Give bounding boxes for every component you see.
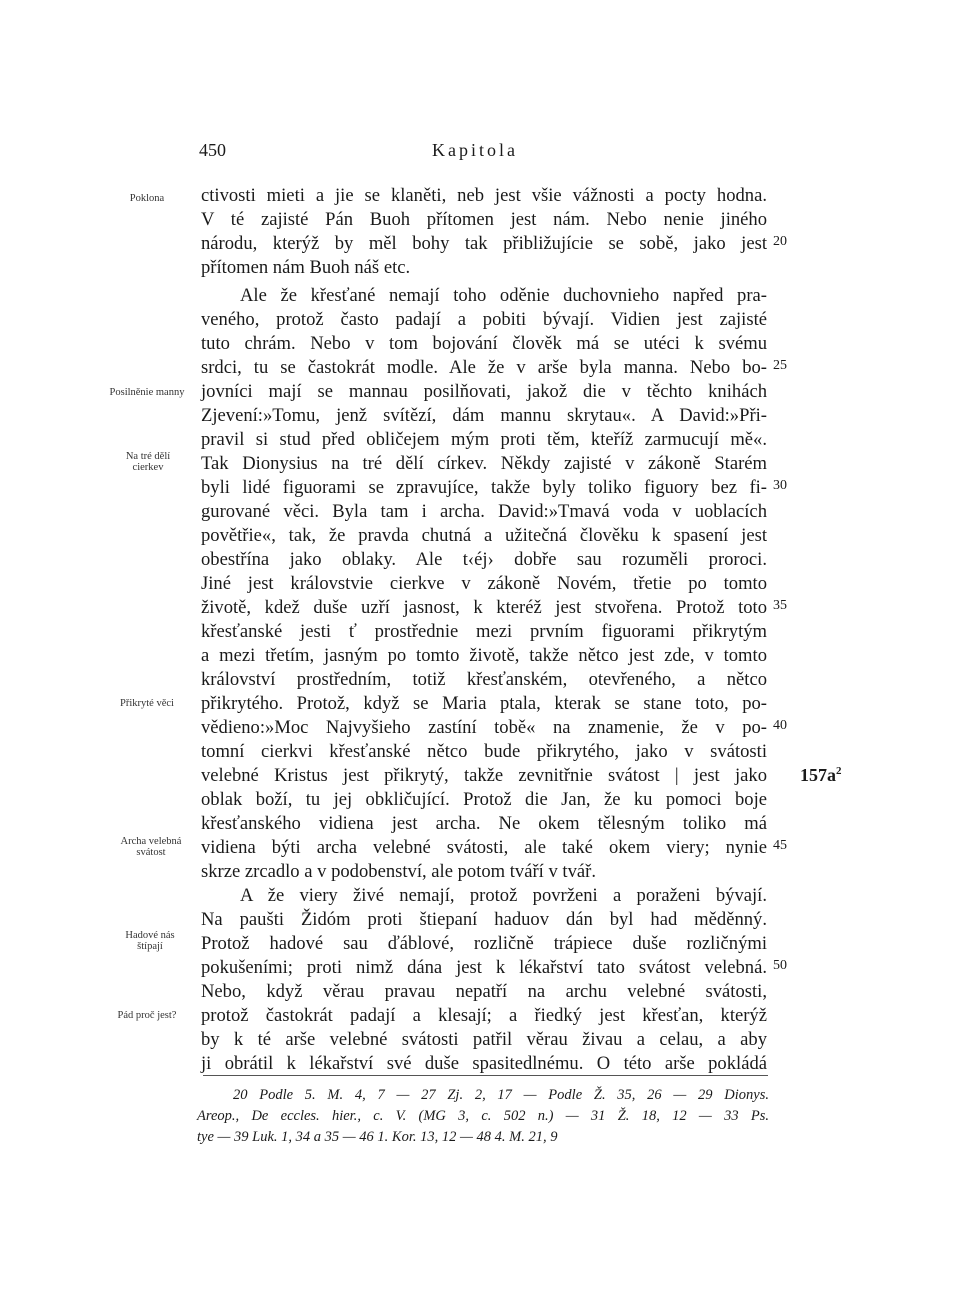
marginal-gloss: Na tré dělí cierkev — [125, 451, 171, 473]
line-number: 25 — [773, 358, 787, 373]
text-line: pokušeními; proti nimž dána jest k lékařství tato svátost velebná. — [201, 957, 767, 978]
text-line: skrze zrcadlo a v podobenství, ale potom tváří v tvář. — [201, 861, 596, 882]
marginal-gloss: Hadové nás štípají — [125, 930, 175, 952]
text-line: Tak Dionysius na tré dělí církev. Někdy zajisté v zákoně Starém — [201, 453, 767, 474]
folio-sup: 2 — [836, 765, 842, 777]
text-line: tomní cierkvi křesťanské nětco bude přikrytého, jako v svátosti — [201, 741, 767, 762]
text-line: ctivosti mieti a jie se klaněti, neb jest všie vážnosti a pocty hodna. — [201, 185, 767, 206]
folio-main: 157a — [800, 765, 836, 785]
text-line: ji obrátil k lékařství své duše spasitedlnému. O této arše pokládá — [201, 1053, 767, 1074]
text-line: povětřie«, tak, že pravda chutná a užitečná člověku k spasení jest — [201, 525, 767, 546]
text-line: přikrytého. Protož, když se Maria ptala, kterak se stane toto, po- — [201, 693, 767, 714]
page-number: 450 — [199, 140, 226, 160]
text-line: království prostředním, totiž křesťanském, otevřeného, a nětco — [201, 669, 767, 690]
running-title: Kapitola — [432, 140, 518, 160]
text-line: vidiena býti archa velebné svátosti, ale také okem viery; nynie — [201, 837, 767, 858]
marginal-gloss: Archa velebná svátost — [120, 836, 182, 858]
line-number: 40 — [773, 718, 787, 733]
text-line: obestřína jako oblaky. Ale t‹éj› dobře sau rozuměli proroci. — [201, 549, 767, 570]
text-line: Nebo, když věrau pravau nepatří na archu velebné svátosti, — [201, 981, 767, 1002]
text-line: národu, kterýž by měl bohy tak přibližujície se sobě, jako jest — [201, 233, 767, 254]
text-line: Zjevení:»Tomu, jenž svítězí, dám mannu skrytau«. A David:»Při- — [201, 405, 767, 426]
line-number: 30 — [773, 478, 787, 493]
marginal-gloss: Poklona — [129, 193, 165, 204]
text-line: Jiné jest královstvie cierkve v zákoně Novém, třetie po tomto — [201, 573, 767, 594]
line-number: 45 — [773, 838, 787, 853]
folio-mark — [800, 765, 842, 786]
text-line: protož častokrát padají a klesají; a řiedký jest křesťan, kterýž — [201, 1005, 767, 1026]
footnote-line: Areop., De eccles. hier., c. V. (MG 3, c. 502 n.) — 31 Ž. 18, 12 — 33 Ps. — [197, 1108, 769, 1124]
marginal-gloss: Pád proč jest? — [117, 1010, 177, 1021]
text-line: gurované věci. Byla tam i archa. David:»Tmavá voda v uoblacích — [201, 501, 767, 522]
text-line: křesťanského vidiena jest archa. Ne okem tělesným toliko má — [201, 813, 767, 834]
text-line: tuto chrám. Nebo v tom bojování člověk má se utéci k svému — [201, 333, 767, 354]
text-line: vědieno:»Moc Najvyšieho zastíní tobě« na znamenie, že v po- — [201, 717, 767, 738]
text-line: a mezi třetím, jasným po tomto životě, takže nětco jest zde, v tomto — [201, 645, 767, 666]
line-number: 35 — [773, 598, 787, 613]
text-line: křesťanské jesti ť prostřednie mezi prvním figuorami přikrytým — [201, 621, 767, 642]
text-line: byli lidé figuorami se zpravujíce, takže byly toliko figuory bez fi- — [201, 477, 767, 498]
text-line: pravil si stud před obličejem mým proti těm, kteříž zarmucují mě«. — [201, 429, 767, 450]
text-line: A že viery živé nemají, protož povrženi a poraženi bývají. — [240, 885, 767, 906]
text-line: V té zajisté Pán Buoh přítomen jest nám. Nebo nenie jiného — [201, 209, 767, 230]
footnote-line: tye — 39 Luk. 1, 34 a 35 — 46 1. Kor. 13, 12 — 48 4. M. 21, 9 — [197, 1129, 558, 1145]
marginal-gloss: Přikryté věci — [120, 698, 174, 709]
footnote-line: 20 Podle 5. M. 4, 7 — 27 Zj. 2, 17 — Podle Ž. 35, 26 — 29 Dionys. — [233, 1087, 769, 1103]
text-line: Protož hadové sau ďáblové, rozličně trápiece duše rozličnými — [201, 933, 767, 954]
text-line: Ale že křesťané nemají toho oděnie duchovnieho napřed pra- — [240, 285, 767, 306]
text-line: Na paušti Židóm proti štiepaní haduov dán byl had měděnný. — [201, 909, 767, 930]
text-line: životě, kdež duše uzří jasnost, k kteréž jest stvořena. Protož toto — [201, 597, 767, 618]
text-line: oblak boží, tu jej obkličující. Protož die Jan, že ku pomoci boje — [201, 789, 767, 810]
text-line: jovníci mají se mannau posilňovati, jakož die v těchto knihách — [201, 381, 767, 402]
text-line: by k té arše velebné svátosti patřil věrau živau a celau, a aby — [201, 1029, 767, 1050]
text-line: veného, protož často padají a pobiti bývají. Vidien jest zajisté — [201, 309, 767, 330]
line-number: 20 — [773, 234, 787, 249]
text-line: přítomen nám Buoh náš etc. — [201, 257, 411, 278]
footnote-rule — [203, 1075, 768, 1076]
marginal-gloss: Posilněnie manny — [109, 387, 185, 398]
text-line: velebné Kristus jest přikrytý, takže zevnitřnie svátost | jest jako — [201, 765, 767, 786]
text-line: srdci, tu se častokrát modle. Ale že v arše byla manna. Nebo bo- — [201, 357, 767, 378]
line-number: 50 — [773, 958, 787, 973]
